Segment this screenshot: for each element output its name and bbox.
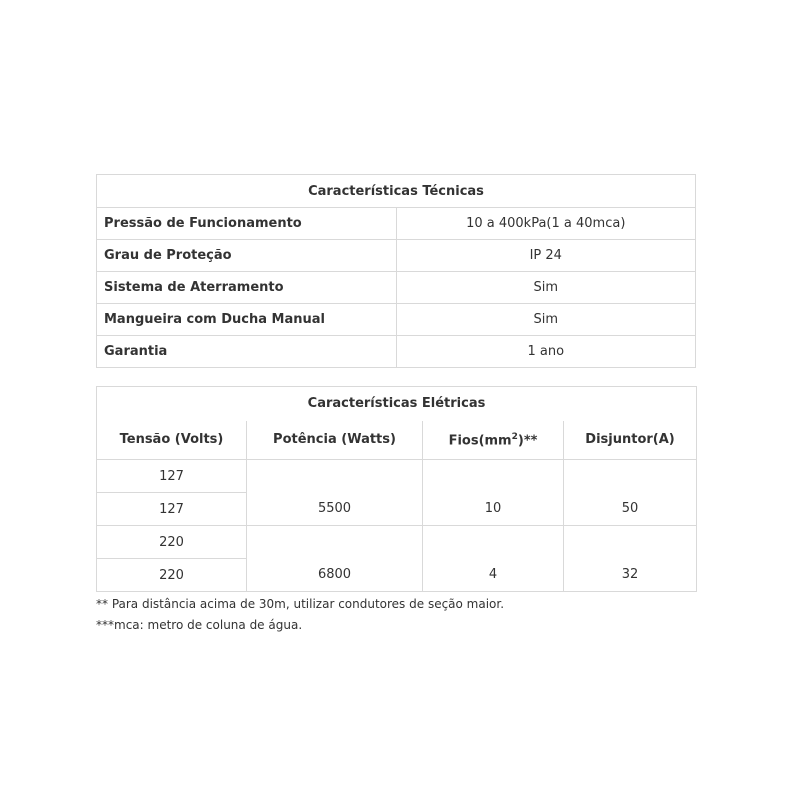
wires-cell: 10 — [423, 493, 564, 526]
table-row — [97, 559, 697, 592]
electrical-specs-table — [96, 386, 697, 592]
spec-label: Garantia — [97, 336, 397, 368]
footnote-distance: ** Para distância acima de 30m, utilizar condutores de seção maior. — [96, 597, 505, 611]
footnotes — [96, 594, 504, 636]
voltage-cell: 220 — [97, 559, 247, 592]
wires-header-sup: 2 — [511, 431, 518, 442]
power-cell — [247, 526, 423, 559]
breaker-cell — [564, 460, 697, 493]
wires-header-suffix: )** — [517, 432, 538, 448]
spec-label: Mangueira com Ducha Manual — [97, 304, 397, 336]
spec-label: Pressão de Funcionamento — [97, 208, 397, 240]
table-row — [97, 240, 696, 272]
table-row — [97, 493, 697, 526]
spec-value: Sim — [396, 272, 696, 304]
table-row — [97, 336, 696, 368]
spec-value: 1 ano — [396, 336, 696, 368]
power-cell — [247, 460, 423, 493]
table-row — [97, 208, 696, 240]
power-header: Potência (Watts) — [247, 421, 423, 460]
header-row — [97, 421, 697, 460]
breaker-cell: 32 — [564, 559, 697, 592]
power-cell: 5500 — [247, 493, 423, 526]
spec-label: Sistema de Aterramento — [97, 272, 397, 304]
voltage-header: Tensão (Volts) — [97, 421, 247, 460]
voltage-cell: 127 — [97, 493, 247, 526]
spec-value: 10 a 400kPa(1 a 40mca) — [396, 208, 696, 240]
wires-cell: 4 — [423, 559, 564, 592]
table-row — [97, 272, 696, 304]
electrical-specs-title: Características Elétricas — [97, 387, 697, 421]
wires-header — [423, 421, 564, 460]
voltage-cell: 127 — [97, 460, 247, 493]
breaker-header: Disjuntor(A) — [564, 421, 697, 460]
technical-specs-table — [96, 174, 696, 368]
voltage-cell: 220 — [97, 526, 247, 559]
technical-specs-title: Características Técnicas — [97, 175, 696, 208]
spec-label: Grau de Proteção — [97, 240, 397, 272]
wires-header-prefix: Fios(mm — [448, 432, 512, 448]
wires-cell — [423, 526, 564, 559]
table-row — [97, 460, 697, 493]
spec-value: Sim — [396, 304, 696, 336]
power-cell: 6800 — [247, 559, 423, 592]
wires-cell — [423, 460, 564, 493]
spec-value: IP 24 — [396, 240, 696, 272]
table-row — [97, 526, 697, 559]
breaker-cell: 50 — [564, 493, 697, 526]
footnote-mca: ***mca: metro de coluna de água. — [96, 618, 303, 632]
table-row — [97, 304, 696, 336]
breaker-cell — [564, 526, 697, 559]
